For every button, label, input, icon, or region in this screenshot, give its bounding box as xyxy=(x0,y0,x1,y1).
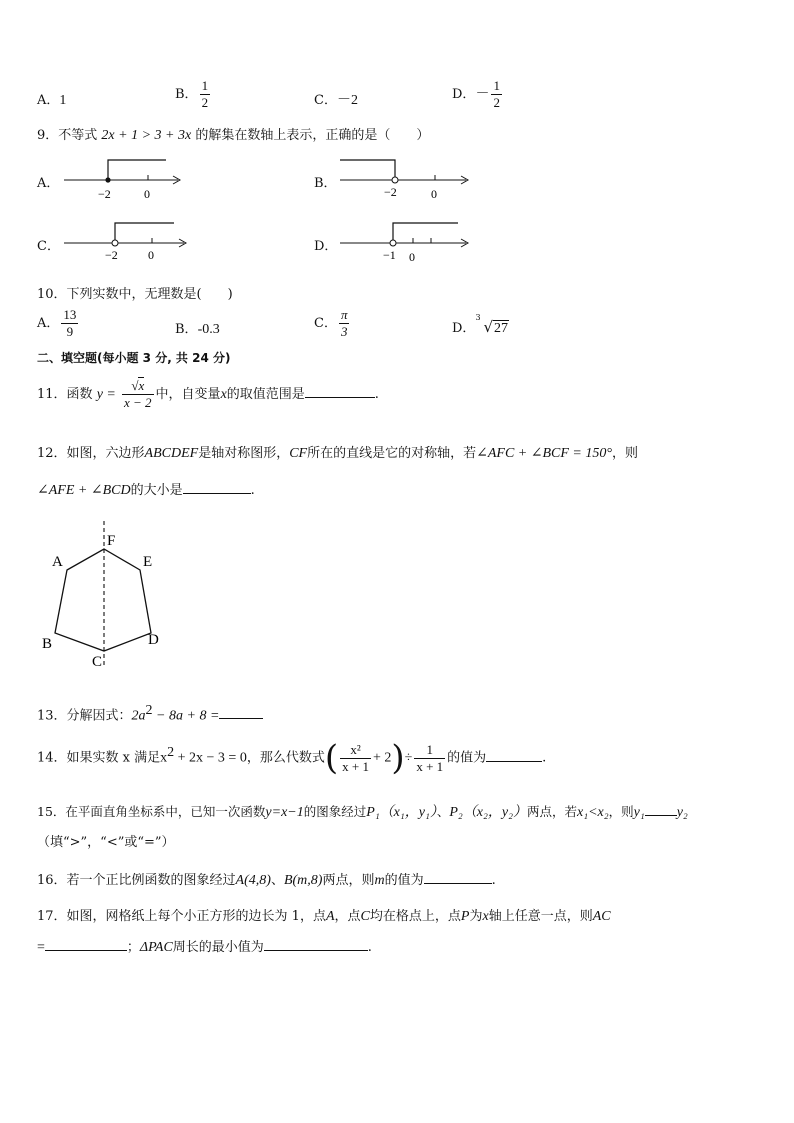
vertex-label-c: C xyxy=(92,654,103,670)
q14: 14．如果实数 x 满足$x^2 + 2x - 3 = 0$，那么代数式( $\frac{\text{x²}}{x + 1}$ + 2)÷ $\frac{1}{x + 1}$ 的值为 . xyxy=(37,738,547,778)
right-paren: ) xyxy=(391,738,405,778)
solution-bracket xyxy=(340,160,395,177)
q8-option-a[interactable]: A．1 xyxy=(37,93,67,108)
q17-line2: = ；ΔPAC周长的最小值为 . xyxy=(37,940,372,955)
q10-option-b[interactable]: B．-0.3 xyxy=(175,322,220,337)
tick-label-neg2: −2 xyxy=(384,185,397,199)
q8-option-b[interactable]: B． $\frac{1}{2}$ xyxy=(175,78,209,110)
number-line-b xyxy=(338,156,478,202)
q9-option-a[interactable]: A． xyxy=(37,176,60,191)
tick-label-0: 0 xyxy=(148,248,154,262)
q12-line1: 12．如图，六边形ABCDEF是轴对称图形，CF所在的直线是它的对称轴，若∠AFC + ∠BCF = 150°，则 xyxy=(37,446,638,461)
vertex-label-a: A xyxy=(52,554,63,570)
radical-sign: √ xyxy=(483,318,493,336)
q13: 13．分解因式：$2a^2 - 8a + 8$ = xyxy=(37,703,263,724)
q8-option-d[interactable]: D．－ $\frac{1}{2}$ xyxy=(452,78,500,110)
fraction: $\frac{\pi}{3}$ xyxy=(340,307,348,339)
q17-line1: 17．如图，网格纸上每个小正方形的边长为 1，点A，点C均在格点上，点P为x轴上任意一点，则AC xyxy=(37,909,611,924)
vertex-label-f: F xyxy=(107,533,116,549)
q16: 16．若一个正比例函数的图象经过A(4,8)、B(m,8)两点，则m的值为 . xyxy=(37,873,496,888)
tick-label-0: 0 xyxy=(409,250,415,264)
fraction: $\frac{√x}{x - 2}$ xyxy=(124,378,152,410)
answer-blank[interactable] xyxy=(45,938,127,951)
radical-sign: √ xyxy=(131,378,139,393)
answer-blank[interactable] xyxy=(424,871,492,884)
q10-option-c[interactable]: C． $\frac{\pi}{3}$ xyxy=(314,307,348,339)
cube-root: 3 √27 xyxy=(475,313,508,336)
tick-label-0: 0 xyxy=(431,187,437,201)
tick-label-neg2: −2 xyxy=(98,187,111,201)
solution-bracket xyxy=(108,160,166,180)
q15-line2: （填“>”，“<”或“=”） xyxy=(37,835,175,850)
hollow-dot xyxy=(390,240,396,246)
fraction: $\frac{13}{9}$ xyxy=(63,307,77,339)
q8-option-c[interactable]: C．－2 xyxy=(314,93,358,108)
q15-line1: 15．在平面直角坐标系中，已知一次函数y=x−1的图象经过P₁（x₁，y₁）、P₂（x₂，y₂）两点，若x₁<x₂，则y₁ y₂ xyxy=(37,804,688,820)
q10-stem: 10．下列实数中，无理数是( ) xyxy=(37,287,233,302)
hexagon-figure xyxy=(40,518,170,670)
tick-label-0: 0 xyxy=(144,187,150,201)
answer-blank[interactable] xyxy=(645,803,677,816)
q10-option-a[interactable]: A． $\frac{13}{9}$ xyxy=(37,307,77,339)
solution-bracket xyxy=(115,223,174,240)
number-line-d xyxy=(338,219,478,265)
tick-label-neg1: −1 xyxy=(383,248,396,262)
fraction: $\frac{1}{x + 1}$ xyxy=(416,741,444,774)
vertex-label-b: B xyxy=(42,636,53,652)
fraction: $\frac{\text{x²}}{x + 1}$ xyxy=(342,741,369,774)
left-paren: ( xyxy=(324,738,339,778)
vertex-label-e: E xyxy=(143,554,153,570)
q9-stem: 9．不等式 2x + 1 > 3 + 3x 的解集在数轴上表示，正确的是（ ） xyxy=(37,128,430,143)
hollow-dot xyxy=(392,177,398,183)
q12-line2: ∠AFE + ∠BCD的大小是 . xyxy=(37,483,255,498)
solution-bracket xyxy=(393,223,458,240)
hollow-dot xyxy=(112,240,118,246)
section-title: 二、填空题(每小题 3 分, 共 24 分) xyxy=(37,351,231,365)
answer-blank[interactable] xyxy=(183,481,251,494)
number-line-a xyxy=(60,156,190,202)
q9-option-c[interactable]: C． xyxy=(37,239,60,254)
q9-option-b[interactable]: B． xyxy=(314,176,337,191)
q11: 11．函数 y = $\frac{√x}{x - 2}$ 中，自变量x的取值范围是 . xyxy=(37,378,379,410)
solid-dot xyxy=(105,177,110,182)
answer-blank[interactable] xyxy=(219,706,263,719)
q10-option-d[interactable]: D． 3 √27 xyxy=(452,313,508,336)
fraction: $\frac{1}{2}$ xyxy=(493,78,500,110)
hexagon-outline xyxy=(55,549,151,651)
answer-blank[interactable] xyxy=(486,749,542,762)
q9-option-d[interactable]: D． xyxy=(314,239,338,254)
vertex-label-d: D xyxy=(148,632,159,648)
fraction: $\frac{1}{2}$ xyxy=(201,78,209,110)
number-line-c xyxy=(60,219,195,265)
answer-blank[interactable] xyxy=(305,385,375,398)
answer-blank[interactable] xyxy=(264,938,368,951)
tick-label-neg2: −2 xyxy=(105,248,118,262)
